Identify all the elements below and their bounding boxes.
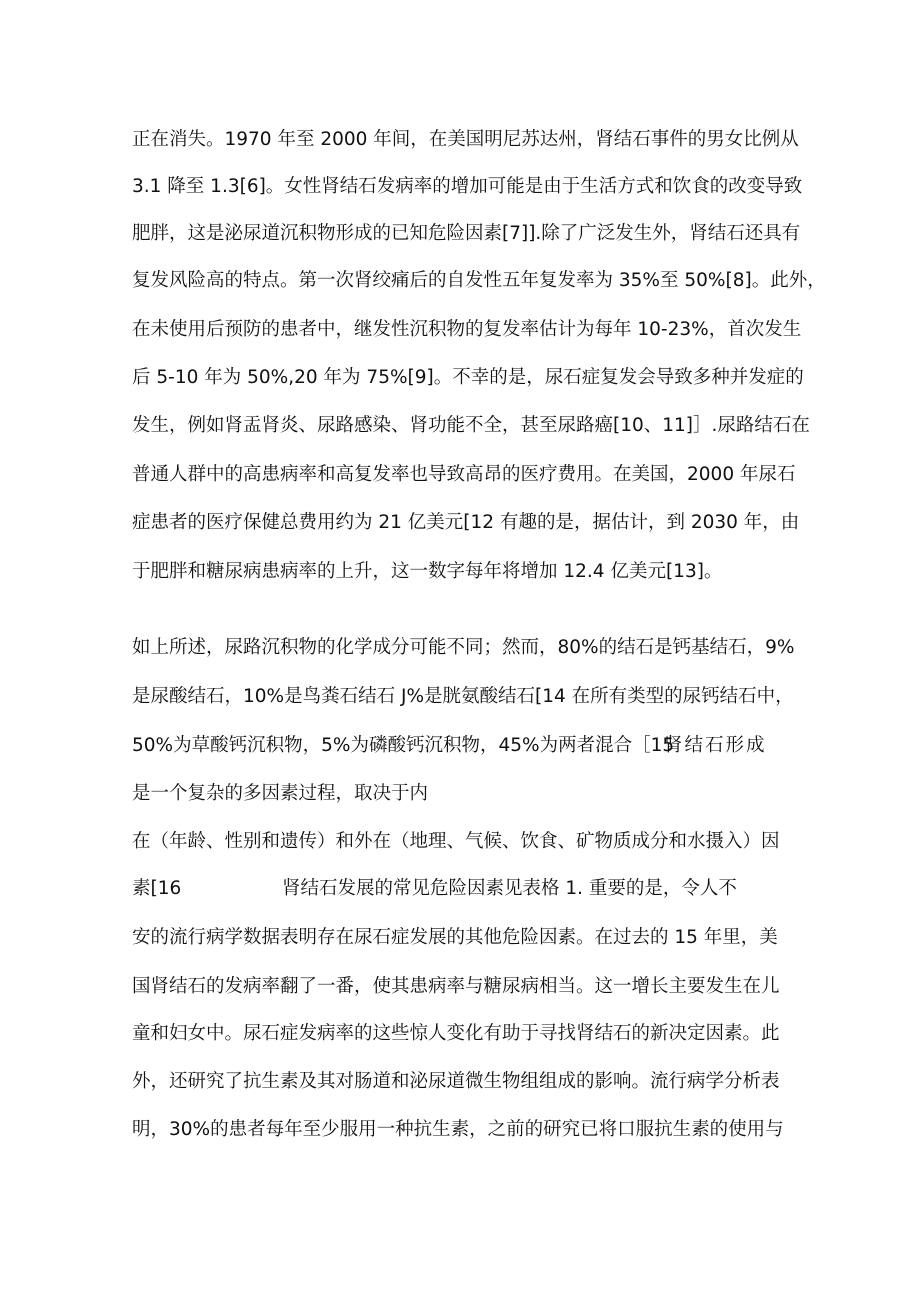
text-line: 肾结石形成 [664, 735, 767, 756]
text-line: 肾结石发展的常见危险因素见表格 1. 重要的是，令人不 [282, 878, 737, 899]
text-line: 外，还研究了抗生素及其对肠道和泌尿道微生物组组成的影响。流行病学分析表 [132, 1071, 780, 1092]
text-line: 明，30%的患者每年至少服用一种抗生素，之前的研究已将口服抗生素的使用与 [132, 1119, 784, 1140]
text-line: 素[16 [132, 878, 182, 899]
text-line: 如上所述，尿路沉积物的化学成分可能不同；然而，80%的结石是钙基结石，9% [132, 637, 795, 658]
text-line: 国肾结石的发病率翻了一番，使其患病率与糖尿病相当。这一增长主要发生在儿 [132, 976, 780, 997]
text-line: 症患者的医疗保健总费用约为 21 亿美元[12 有趣的是，据估计，到 2030 年，由 [132, 512, 800, 533]
text-line: 3.1 降至 1.3[6]。女性肾结石发病率的增加可能是由于生活方式和饮食的改变导致 [132, 176, 803, 197]
text-line: 普通人群中的高患病率和高复发率也导致高昂的医疗费用。在美国，2000 年尿石 [132, 464, 796, 485]
text-line: 50%为草酸钙沉积物，5%为磷酸钙沉积物，45%为两者混合［15 [132, 735, 675, 756]
text-line: 肥胖，这是泌尿道沉积物形成的已知危险因素[7]].除了广泛发生外，肾结石还具有 [132, 223, 801, 244]
text-line: 是一个复杂的多因素过程，取决于内 [132, 783, 429, 804]
text-line: 童和妇女中。尿石症发病率的这些惊人变化有助于寻找肾结石的新决定因素。此 [132, 1023, 780, 1044]
text-line: 安的流行病学数据表明存在尿石症发展的其他危险因素。在过去的 15 年里，美 [132, 927, 778, 948]
text-line: 在（年龄、性别和遗传）和外在（地理、气候、饮食、矿物质成分和水摄入）因 [132, 831, 780, 852]
text-line: 于肥胖和糖尿病患病率的上升，这一数字每年将增加 12.4 亿美元[13]。 [132, 561, 723, 582]
text-line: 正在消失。1970 年至 2000 年间，在美国明尼苏达州，肾结石事件的男女比例从 [132, 129, 799, 150]
text-line: 发生，例如肾盂肾炎、尿路感染、肾功能不全，甚至尿路癌[10、11]］.尿路结石在 [132, 415, 810, 436]
text-line: 后 5-10 年为 50%,20 年为 75%[9]。不幸的是，尿石症复发会导致多种并发症的 [132, 367, 804, 388]
text-line: 复发风险高的特点。第一次肾绞痛后的自发性五年复发率为 35%至 50%[8]。此外， [132, 270, 826, 291]
text-line: 是尿酸结石，10%是鸟粪石结石 J%是胱氨酸结石[14 在所有类型的尿钙结石中， [132, 686, 794, 707]
text-line: 在未使用后预防的患者中，继发性沉积物的复发率估计为每年 10-23%，首次发生 [132, 319, 802, 340]
